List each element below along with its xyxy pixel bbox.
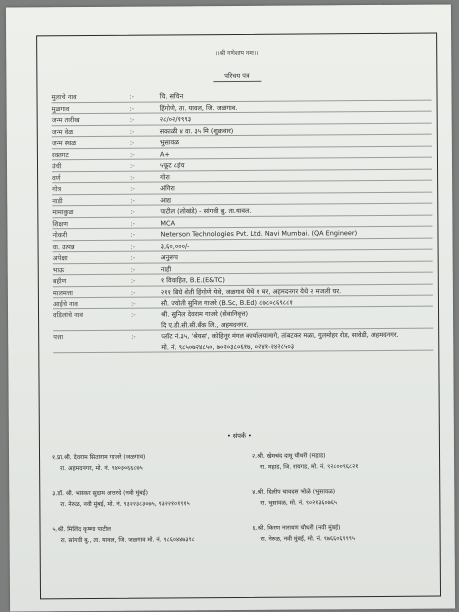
blessing-header: ।।श्री गणेशाय नमः।। xyxy=(214,49,259,58)
contacts-list xyxy=(52,450,432,545)
field-value-line: भुसावळ xyxy=(159,138,180,147)
field-separator: :- xyxy=(129,138,135,147)
field-label: जन्म तारीख xyxy=(51,116,80,125)
contacts-heading: • संपर्क • xyxy=(226,431,252,441)
field-label: वा. उत्पन्न xyxy=(52,242,75,251)
field-label: जन्म स्थळ xyxy=(51,139,77,148)
field-separator: :- xyxy=(130,288,136,297)
field-value-line: २११ बिघे शेती हिंगोणे येथे, जळगाव येथे १ घर, अहमदनगर येथे २ मजली घर. xyxy=(160,286,342,296)
contact-name: ६.श्री. किरण नारायण चौधरी (नवी मुंबई) xyxy=(252,524,341,532)
field-label: नाडी xyxy=(52,196,63,205)
field-label: बहीण xyxy=(52,277,67,286)
field-label: उंची xyxy=(51,162,62,171)
contact-address: रा. भुसावळ, मो. नं. ९०२१३६०७६५ xyxy=(260,499,338,507)
field-label: पत्ता xyxy=(53,333,64,342)
field-label: वर्ण xyxy=(52,173,61,182)
page-border xyxy=(36,33,441,600)
field-row xyxy=(53,330,433,355)
field-separator: :- xyxy=(129,104,135,113)
field-separator: :- xyxy=(129,150,135,159)
field-value-line: २८/०२/१९९३ xyxy=(159,115,192,124)
field-value-line: आद्य xyxy=(160,195,172,204)
contact-entry xyxy=(252,486,440,509)
field-value-line: हिंगोणे, ता. यावल, जि. जळगाव. xyxy=(159,103,238,112)
field-value-line: सकाळी ४ वा. ३५ मि (शुक्रवार) xyxy=(159,126,234,135)
field-row xyxy=(53,308,433,333)
field-label: मालमत्ता xyxy=(52,288,73,297)
field-separator: :- xyxy=(130,242,136,251)
field-separator: :- xyxy=(129,92,135,101)
contact-address: रा. महाड, जि. रायगड, मो. नं. ९२८००९६८२१ xyxy=(260,463,359,471)
field-label: वडिलांचे नाव xyxy=(53,311,84,320)
field-value-line: सौ. ज्योती सुनिल गाजरे (B.Sc, B.Ed) ८७८०८६९८८१ xyxy=(160,298,293,307)
field-separator: :- xyxy=(130,265,136,274)
field-value-line: चि. सचिन xyxy=(159,92,184,101)
contact-name: ३.डॉ. श्री. भास्कर सुदाम अत्तरदे (नवी मुंबई) xyxy=(52,489,148,498)
field-label: अपेक्षा xyxy=(52,254,68,263)
contact-entry xyxy=(52,451,240,474)
contact-entry xyxy=(53,523,241,546)
contact-address: रा. नेरुळ, नवी मुंबई, मो. नं. ९७६६०६९९९५ xyxy=(260,535,355,543)
field-label: मुळगाव xyxy=(51,104,70,113)
field-value-line: अनुरूप xyxy=(160,253,179,262)
field-value-line: A+ xyxy=(159,149,170,158)
field-separator: :- xyxy=(130,207,135,216)
field-value-line: नाही xyxy=(160,264,172,273)
field-label: नोकरी xyxy=(52,231,68,240)
contact-address: रा. सांगवी बु., ता. यावल, जि. जळगाव मो. नं. ९८६०४४७३९८ xyxy=(60,536,195,545)
field-separator: :- xyxy=(129,161,135,170)
field-separator: :- xyxy=(130,276,136,285)
contact-entry xyxy=(253,522,441,545)
field-label: गोत्र xyxy=(52,185,62,194)
contact-address: रा. अहमदनगर, मो. नं. ९४०३०६६८७५ xyxy=(60,464,143,473)
field-value-line: गोरा xyxy=(160,172,170,181)
field-separator: :- xyxy=(130,196,135,205)
field-separator: :- xyxy=(130,253,136,262)
field-label: रक्तगट xyxy=(51,150,69,159)
field-separator: :- xyxy=(130,219,135,228)
field-value-line: ३,६०,०००/- xyxy=(160,241,190,250)
field-value-line: Neterson Technologies Pvt. Ltd. Navi Mumbai. (QA Engineer) xyxy=(160,229,358,239)
field-label: शिक्षण xyxy=(52,219,68,228)
field-value-line: १ विवाहित, B.E.(E&TC) xyxy=(160,276,225,285)
field-separator: :- xyxy=(129,127,135,136)
field-value-line-2: दि ए.डी.सी.सी.बँक लि., अहमदनगर. xyxy=(161,320,249,330)
field-value-line: MCA xyxy=(160,218,176,227)
field-label: जन्म वेळ xyxy=(51,127,74,136)
field-value-line: ५फूट ८इंच xyxy=(159,161,185,170)
profile-fields xyxy=(51,90,433,355)
field-value-line: पाटील (लोखंडे) - सांगवी बु. ता.यावल. xyxy=(160,206,252,216)
field-value-line: अंगिरा xyxy=(160,184,175,193)
document-title: परिचय पत्र xyxy=(224,71,250,81)
field-label: मामाकुळ xyxy=(52,208,74,217)
contact-entry xyxy=(52,487,240,510)
contact-name: २.श्री. खेमचंद दामू चौधरी (महाड) xyxy=(252,452,326,460)
field-value-line: श्री. सुनिल देवराम गाजरे (सेवानिवृत्त) xyxy=(161,309,249,319)
title-underline xyxy=(213,81,261,82)
biodata-paper xyxy=(6,4,455,611)
contact-address: रा. नेरुळ, नवी मुंबई, मो. नं. ९३२२३८३०७५, ९३२२१०१९१५ xyxy=(60,500,190,509)
field-separator: :- xyxy=(129,115,135,124)
contact-entry xyxy=(252,450,440,473)
contact-name: १.प्रा.श्री. देवराम सिताराम गाजरे (जळगाव) xyxy=(52,453,146,462)
field-label: आईचे नाव xyxy=(52,299,78,308)
field-label: मुलाचे नाव xyxy=(51,93,77,102)
field-value-line-2: मो. नं. ९८५०७२४८५०, ७०२०३८०६१७, ०२४१-२४२८५०३ xyxy=(161,342,295,352)
field-separator: :- xyxy=(131,332,136,341)
field-separator: :- xyxy=(130,230,136,239)
field-separator: :- xyxy=(130,173,135,182)
field-label: भाऊ xyxy=(52,265,65,274)
contact-name: ४.श्री. दिलीप चावदस भोळे (भुसावळ) xyxy=(252,488,336,496)
field-value-line: प्लॉट नं.३५, 'श्रेयस', कोहिनूर मंगल कार्यालयामागे, तांबटकर मळा, गुलमोहर रोड, सावेडी, अहमदनगर. xyxy=(161,330,399,341)
field-separator: :- xyxy=(131,310,136,319)
contact-name: ५.श्री. मिलिंद कृष्णा पाटील xyxy=(52,525,112,534)
field-separator: :- xyxy=(130,299,136,308)
field-separator: :- xyxy=(130,184,135,193)
